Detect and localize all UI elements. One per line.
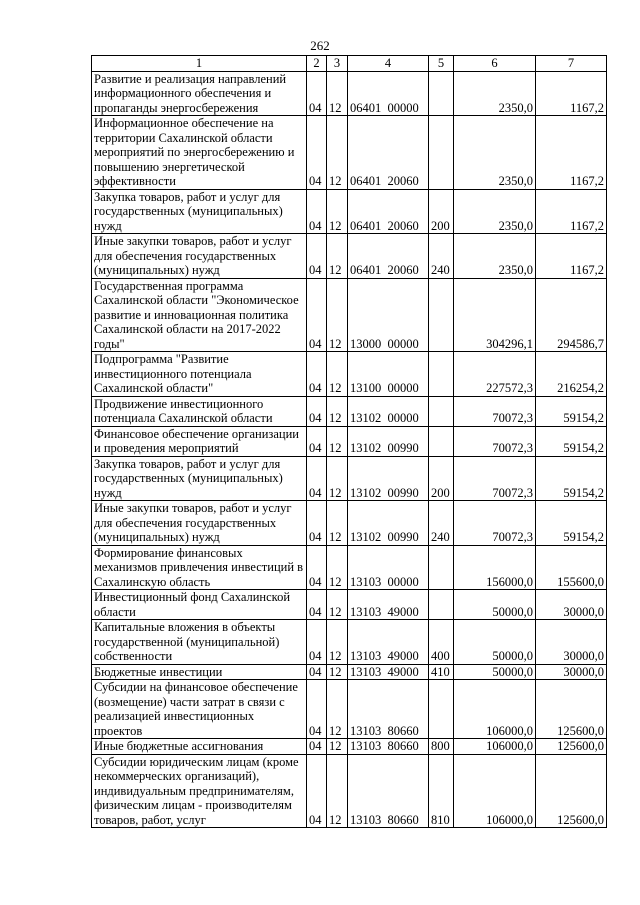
row-amount-1-cell: 2350,0 xyxy=(454,189,536,234)
row-expense-type-cell xyxy=(429,396,454,426)
row-name-cell: Информационное обеспечение на территории Сахалинской области мероприятий по энергосбережению и повышению энергетической эффективности xyxy=(92,116,307,190)
row-section-cell: 04 xyxy=(307,71,327,116)
table-row xyxy=(92,71,607,116)
table-row xyxy=(92,396,607,426)
row-subsection-cell: 12 xyxy=(327,234,348,279)
row-subsection-cell: 12 xyxy=(327,501,348,546)
row-name-cell: Капитальные вложения в объекты государственной (муниципальной) собственности xyxy=(92,620,307,665)
row-amount-2-cell: 59154,2 xyxy=(536,456,607,501)
row-expense-type-cell xyxy=(429,278,454,352)
row-section-cell: 04 xyxy=(307,189,327,234)
row-expense-type-cell: 200 xyxy=(429,456,454,501)
row-amount-1-cell: 2350,0 xyxy=(454,71,536,116)
table-row xyxy=(92,189,607,234)
row-amount-2-cell: 216254,2 xyxy=(536,352,607,397)
table-row xyxy=(92,278,607,352)
row-subsection-cell: 12 xyxy=(327,545,348,590)
row-target-article-cell: 06401 20060 xyxy=(348,189,429,234)
table-row xyxy=(92,456,607,501)
row-target-article-cell: 13102 00990 xyxy=(348,501,429,546)
row-target-article-cell: 06401 20060 xyxy=(348,234,429,279)
row-name-cell: Закупка товаров, работ и услуг для государственных (муниципальных) нужд xyxy=(92,189,307,234)
header-row xyxy=(92,56,607,72)
row-target-article-cell: 13103 49000 xyxy=(348,664,429,680)
row-section-cell: 04 xyxy=(307,426,327,456)
row-name-cell: Иные бюджетные ассигнования xyxy=(92,739,307,755)
row-subsection-cell: 12 xyxy=(327,189,348,234)
row-name-cell: Иные закупки товаров, работ и услуг для обеспечения государственных (муниципальных) нужд xyxy=(92,234,307,279)
row-amount-2-cell: 294586,7 xyxy=(536,278,607,352)
row-amount-1-cell: 2350,0 xyxy=(454,234,536,279)
table-row xyxy=(92,590,607,620)
table-row xyxy=(92,664,607,680)
row-name-cell: Субсидии юридическим лицам (кроме некоммерческих организаций), индивидуальным предпринимателям, физическим лицам - производителям товаров, работ, услуг xyxy=(92,754,307,828)
row-subsection-cell: 12 xyxy=(327,620,348,665)
table-body xyxy=(92,71,607,828)
row-amount-1-cell: 156000,0 xyxy=(454,545,536,590)
row-section-cell: 04 xyxy=(307,116,327,190)
row-expense-type-cell: 810 xyxy=(429,754,454,828)
header-col-5: 5 xyxy=(429,56,454,72)
row-name-cell: Иные закупки товаров, работ и услуг для обеспечения государственных (муниципальных) нужд xyxy=(92,501,307,546)
row-section-cell: 04 xyxy=(307,620,327,665)
table-row xyxy=(92,426,607,456)
row-amount-1-cell: 106000,0 xyxy=(454,680,536,739)
row-expense-type-cell: 240 xyxy=(429,501,454,546)
row-subsection-cell: 12 xyxy=(327,396,348,426)
page-number: 262 xyxy=(310,38,330,53)
row-name-cell: Финансовое обеспечение организации и проведения мероприятий xyxy=(92,426,307,456)
row-target-article-cell: 06401 20060 xyxy=(348,116,429,190)
row-amount-1-cell: 106000,0 xyxy=(454,754,536,828)
row-expense-type-cell xyxy=(429,352,454,397)
header-col-6: 6 xyxy=(454,56,536,72)
header-col-4: 4 xyxy=(348,56,429,72)
row-amount-1-cell: 70072,3 xyxy=(454,396,536,426)
row-section-cell: 04 xyxy=(307,234,327,279)
row-subsection-cell: 12 xyxy=(327,754,348,828)
row-target-article-cell: 13102 00000 xyxy=(348,396,429,426)
row-amount-1-cell: 227572,3 xyxy=(454,352,536,397)
row-target-article-cell: 13103 80660 xyxy=(348,754,429,828)
row-amount-2-cell: 59154,2 xyxy=(536,426,607,456)
row-section-cell: 04 xyxy=(307,501,327,546)
row-amount-1-cell: 304296,1 xyxy=(454,278,536,352)
row-subsection-cell: 12 xyxy=(327,116,348,190)
row-amount-2-cell: 155600,0 xyxy=(536,545,607,590)
table-header xyxy=(92,56,607,72)
row-target-article-cell: 13103 80660 xyxy=(348,739,429,755)
row-expense-type-cell xyxy=(429,116,454,190)
row-amount-2-cell: 125600,0 xyxy=(536,739,607,755)
row-subsection-cell: 12 xyxy=(327,590,348,620)
row-amount-2-cell: 1167,2 xyxy=(536,189,607,234)
row-amount-1-cell: 106000,0 xyxy=(454,739,536,755)
table-row xyxy=(92,754,607,828)
header-col-2: 2 xyxy=(307,56,327,72)
row-amount-2-cell: 125600,0 xyxy=(536,680,607,739)
row-target-article-cell: 06401 00000 xyxy=(348,71,429,116)
table-row xyxy=(92,234,607,279)
row-target-article-cell: 13103 80660 xyxy=(348,680,429,739)
table-row xyxy=(92,352,607,397)
row-subsection-cell: 12 xyxy=(327,426,348,456)
row-amount-1-cell: 70072,3 xyxy=(454,501,536,546)
row-section-cell: 04 xyxy=(307,664,327,680)
row-name-cell: Развитие и реализация направлений информационного обеспечения и пропаганды энергосбережения xyxy=(92,71,307,116)
row-amount-2-cell: 30000,0 xyxy=(536,620,607,665)
row-amount-2-cell: 1167,2 xyxy=(536,234,607,279)
table-row xyxy=(92,620,607,665)
row-subsection-cell: 12 xyxy=(327,71,348,116)
row-subsection-cell: 12 xyxy=(327,680,348,739)
row-amount-2-cell: 1167,2 xyxy=(536,71,607,116)
row-amount-1-cell: 70072,3 xyxy=(454,426,536,456)
row-expense-type-cell xyxy=(429,71,454,116)
row-subsection-cell: 12 xyxy=(327,278,348,352)
row-amount-2-cell: 30000,0 xyxy=(536,664,607,680)
row-expense-type-cell xyxy=(429,426,454,456)
row-section-cell: 04 xyxy=(307,545,327,590)
row-subsection-cell: 12 xyxy=(327,739,348,755)
row-target-article-cell: 13102 00990 xyxy=(348,456,429,501)
row-amount-1-cell: 2350,0 xyxy=(454,116,536,190)
row-target-article-cell: 13103 00000 xyxy=(348,545,429,590)
row-expense-type-cell xyxy=(429,545,454,590)
row-amount-2-cell: 59154,2 xyxy=(536,396,607,426)
row-expense-type-cell xyxy=(429,680,454,739)
header-col-1: 1 xyxy=(92,56,307,72)
row-subsection-cell: 12 xyxy=(327,352,348,397)
row-target-article-cell: 13102 00990 xyxy=(348,426,429,456)
row-subsection-cell: 12 xyxy=(327,664,348,680)
row-expense-type-cell: 800 xyxy=(429,739,454,755)
row-name-cell: Подпрограмма "Развитие инвестиционного потенциала Сахалинской области" xyxy=(92,352,307,397)
row-section-cell: 04 xyxy=(307,456,327,501)
row-section-cell: 04 xyxy=(307,680,327,739)
row-name-cell: Субсидии на финансовое обеспечение (возмещение) части затрат в связи с реализацией инвестиционных проектов xyxy=(92,680,307,739)
row-section-cell: 04 xyxy=(307,590,327,620)
row-name-cell: Государственная программа Сахалинской области "Экономическое развитие и инновационная политика Сахалинской области на 2017-2022 годы" xyxy=(92,278,307,352)
table-row xyxy=(92,545,607,590)
row-section-cell: 04 xyxy=(307,754,327,828)
row-amount-2-cell: 59154,2 xyxy=(536,501,607,546)
table-row xyxy=(92,501,607,546)
row-expense-type-cell xyxy=(429,590,454,620)
table-row xyxy=(92,739,607,755)
row-section-cell: 04 xyxy=(307,396,327,426)
row-section-cell: 04 xyxy=(307,278,327,352)
row-amount-1-cell: 50000,0 xyxy=(454,620,536,665)
row-amount-1-cell: 70072,3 xyxy=(454,456,536,501)
row-expense-type-cell: 240 xyxy=(429,234,454,279)
row-name-cell: Инвестиционный фонд Сахалинской области xyxy=(92,590,307,620)
row-target-article-cell: 13000 00000 xyxy=(348,278,429,352)
row-target-article-cell: 13103 49000 xyxy=(348,590,429,620)
row-section-cell: 04 xyxy=(307,739,327,755)
table-row xyxy=(92,680,607,739)
row-amount-2-cell: 1167,2 xyxy=(536,116,607,190)
row-expense-type-cell: 400 xyxy=(429,620,454,665)
row-subsection-cell: 12 xyxy=(327,456,348,501)
row-name-cell: Бюджетные инвестиции xyxy=(92,664,307,680)
row-section-cell: 04 xyxy=(307,352,327,397)
row-name-cell: Формирование финансовых механизмов привлечения инвестиций в Сахалинскую область xyxy=(92,545,307,590)
header-col-3: 3 xyxy=(327,56,348,72)
row-name-cell: Закупка товаров, работ и услуг для государственных (муниципальных) нужд xyxy=(92,456,307,501)
budget-table xyxy=(91,55,607,828)
row-amount-1-cell: 50000,0 xyxy=(454,664,536,680)
table-row xyxy=(92,116,607,190)
row-name-cell: Продвижение инвестиционного потенциала Сахалинской области xyxy=(92,396,307,426)
row-expense-type-cell: 200 xyxy=(429,189,454,234)
row-amount-1-cell: 50000,0 xyxy=(454,590,536,620)
row-target-article-cell: 13103 49000 xyxy=(348,620,429,665)
row-amount-2-cell: 30000,0 xyxy=(536,590,607,620)
row-target-article-cell: 13100 00000 xyxy=(348,352,429,397)
row-amount-2-cell: 125600,0 xyxy=(536,754,607,828)
row-expense-type-cell: 410 xyxy=(429,664,454,680)
header-col-7: 7 xyxy=(536,56,607,72)
